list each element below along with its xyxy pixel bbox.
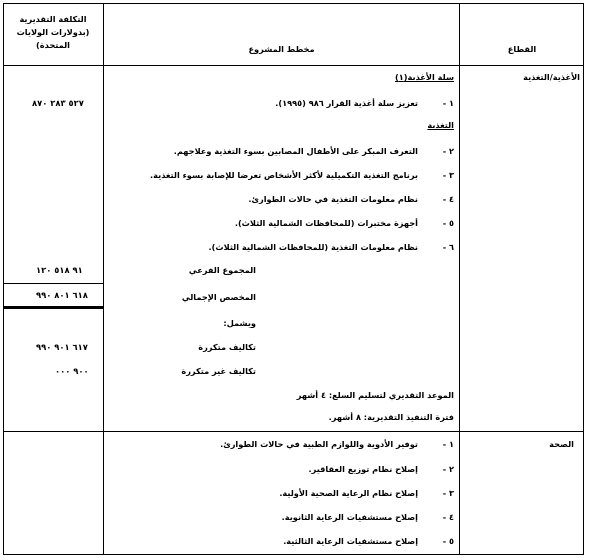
header-cost-line1: التكلفة التقديرية: [19, 14, 87, 24]
item4-text: نظام معلومات التغذية في حالات الطوارئ.: [248, 194, 418, 204]
delivery-estimate: الموعد التقديري لتسليم السلع: ٤ أشهر: [296, 390, 454, 400]
item4-number: ٤ -: [442, 194, 454, 204]
column-divider-sector: [459, 3, 460, 555]
header-sector: القطاع: [507, 44, 537, 54]
health-item5-number: ٥ -: [442, 536, 454, 546]
item1-text: تعزيز سلة أغذية القرار ٩٨٦ (١٩٩٥).: [275, 98, 418, 108]
header-project: مخطط المشروع: [248, 44, 315, 54]
recurring-cost: ٦١٧ ٩٠١ ٩٩٠: [36, 342, 88, 352]
header-divider: [3, 65, 584, 66]
nonrecurring-cost: ٩٠٠ ٠٠٠: [55, 366, 89, 376]
section-divider: [3, 431, 584, 432]
item3-number: ٣ -: [442, 170, 454, 180]
table-frame: [3, 3, 584, 555]
item1-number: ١ -: [442, 98, 454, 108]
subtotal-label: المجموع الفرعي: [188, 265, 256, 275]
header-cost-line3: المتحدة): [36, 40, 70, 50]
recurring-label: تكاليف متكررة: [198, 342, 256, 352]
health-item1-text: توفير الأدوية واللوازم الطبية في حالات الطوارئ.: [220, 439, 418, 449]
health-item2-number: ٢ -: [442, 464, 454, 474]
item5-number: ٥ -: [442, 218, 454, 228]
health-item3-number: ٣ -: [442, 488, 454, 498]
sector-health: الصحة: [549, 439, 574, 449]
total-bottom-rule: [3, 306, 103, 309]
heading-food-basket: سلة الأغذية(١): [395, 72, 454, 82]
item2-text: التعرف المبكر على الأطفال المصابين بسوء التغذية وعلاجهم.: [173, 146, 418, 156]
health-item2-text: إصلاح نظام توزيع العقاقير.: [308, 464, 418, 474]
heading-nutrition: التغذية: [427, 120, 454, 130]
header-cost-line2: (بدولارات الولايات: [16, 27, 90, 37]
subtotal-cost: ٩١ ٥١٨ ١٢٠: [36, 265, 83, 275]
total-cost: ٦١٨ ٨٠١ ٩٩٠: [36, 290, 88, 300]
nonrecurring-label: تكاليف غير متكررة: [181, 366, 256, 376]
health-item4-text: إصلاح مستشفيات الرعاية الثانوية.: [281, 512, 418, 522]
health-item4-number: ٤ -: [442, 512, 454, 522]
health-item3-text: إصلاح نظام الرعاية الصحية الأولية.: [279, 488, 418, 498]
item3-text: برنامج التغذية التكميلية لأكثر الأشخاص تعرضا للإصابة بسوء التغذية.: [150, 170, 418, 180]
item5-text: أجهزة مختبرات (للمحافظات الشمالية الثلاث).: [234, 218, 418, 228]
item6-number: ٦ -: [442, 242, 454, 252]
item1-cost: ٥٢٧ ٢٨٣ ٨٧٠: [32, 98, 84, 108]
health-item1-number: ١ -: [442, 439, 454, 449]
total-label: المخصص الإجمالي: [181, 292, 256, 302]
total-top-rule: [3, 283, 103, 284]
column-divider-cost: [103, 3, 104, 555]
item6-text: نظام معلومات التغذية (للمحافظات الشمالية الثلاث).: [208, 242, 418, 252]
sector-nutrition: الأغذية/التغذية: [523, 72, 580, 82]
includes-label: ويشمل:: [223, 318, 256, 328]
execution-period: فترة التنفيذ التقديرية: ٨ أشهر.: [328, 412, 454, 422]
health-item5-text: إصلاح مستشفيات الرعاية الثالثية.: [283, 536, 418, 546]
item2-number: ٢ -: [442, 146, 454, 156]
